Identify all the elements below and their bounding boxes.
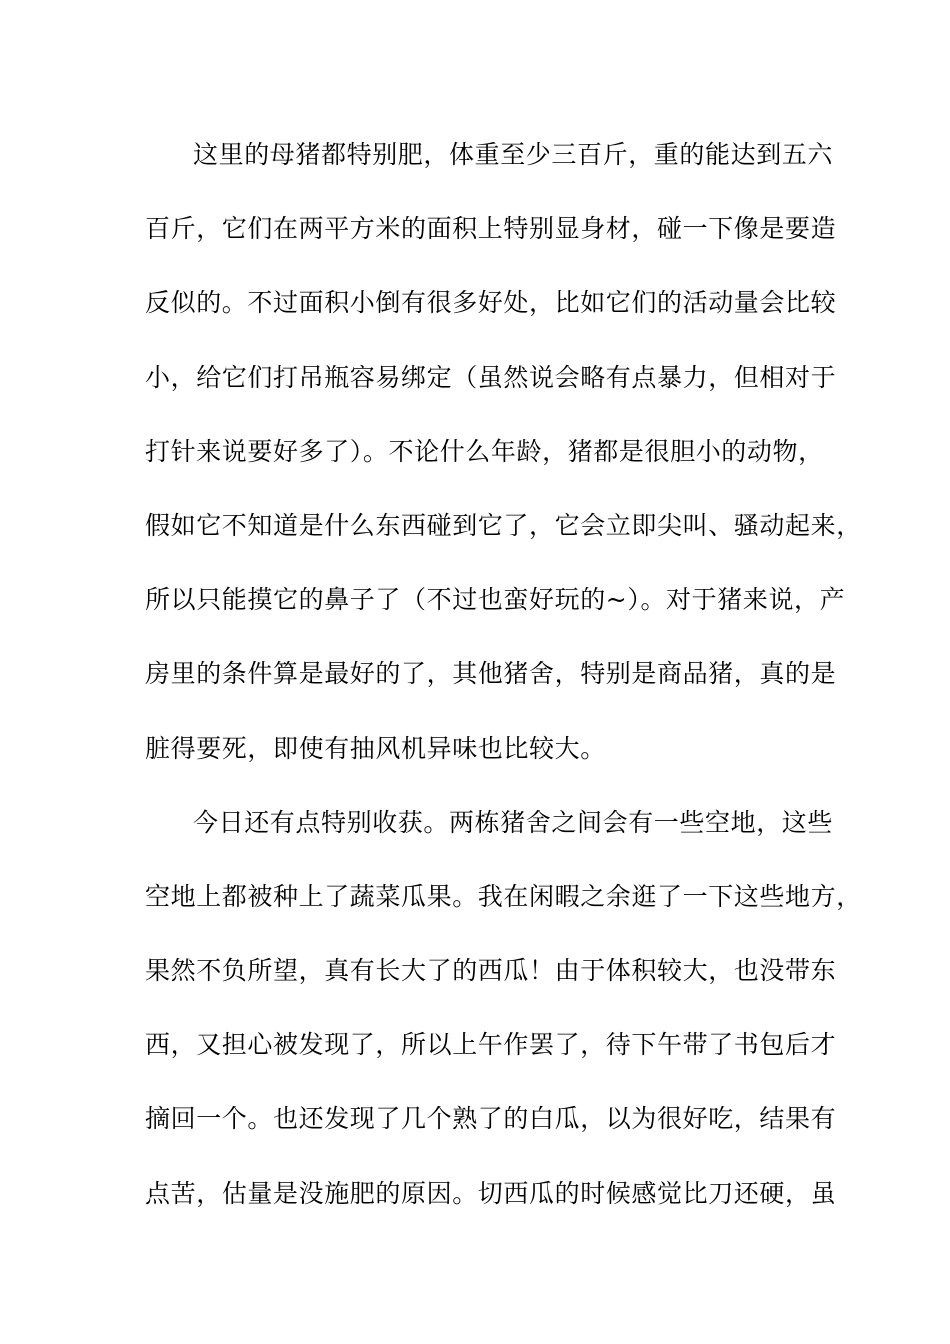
body-text	[145, 126, 862, 1239]
text-line: 房里的条件算是最好的了，其他猪舍，特别是商品猪，真的是	[145, 659, 837, 689]
text-line: 点苦，估量是没施肥的原因。切西瓜的时候感觉比刀还硬，虽	[145, 1178, 837, 1208]
text-line: 小，给它们打吊瓶容易绑定（虽然说会略有点暴力，但相对于	[145, 362, 837, 392]
text-line: 百斤，它们在两平方米的面积上特别显身材，碰一下像是要造	[145, 214, 837, 244]
text-line: 反似的。不过面积小倒有很多好处，比如它们的活动量会比较	[145, 288, 837, 318]
text-line: 这里的母猪都特别肥，体重至少三百斤，重的能达到五六	[193, 140, 834, 169]
text-line: 摘回一个。也还发现了几个熟了的白瓜，以为很好吃，结果有	[145, 1104, 837, 1134]
text-line: 假如它不知道是什么东西碰到它了，它会立即尖叫、骚动起来，	[145, 510, 862, 540]
text-line: 打针来说要好多了）。不论什么年龄，猪都是很胆小的动物，	[145, 436, 824, 466]
text-line: 果然不负所望，真有长大了的西瓜！由于体积较大，也没带东	[145, 956, 837, 986]
text-line: 空地上都被种上了蔬菜瓜果。我在闲暇之余逛了一下这些地方，	[145, 881, 862, 911]
text-line: 所以只能摸它的鼻子了（不过也蛮好玩的~）。对于猪来说，产	[145, 585, 846, 615]
text-line: 脏得要死，即使有抽风机异味也比较大。	[145, 733, 606, 763]
text-line: 今日还有点特别收获。两栋猪舍之间会有一些空地，这些	[193, 807, 834, 837]
text-line: 西，又担心被发现了，所以上午作罢了，待下午带了书包后才	[145, 1030, 837, 1060]
